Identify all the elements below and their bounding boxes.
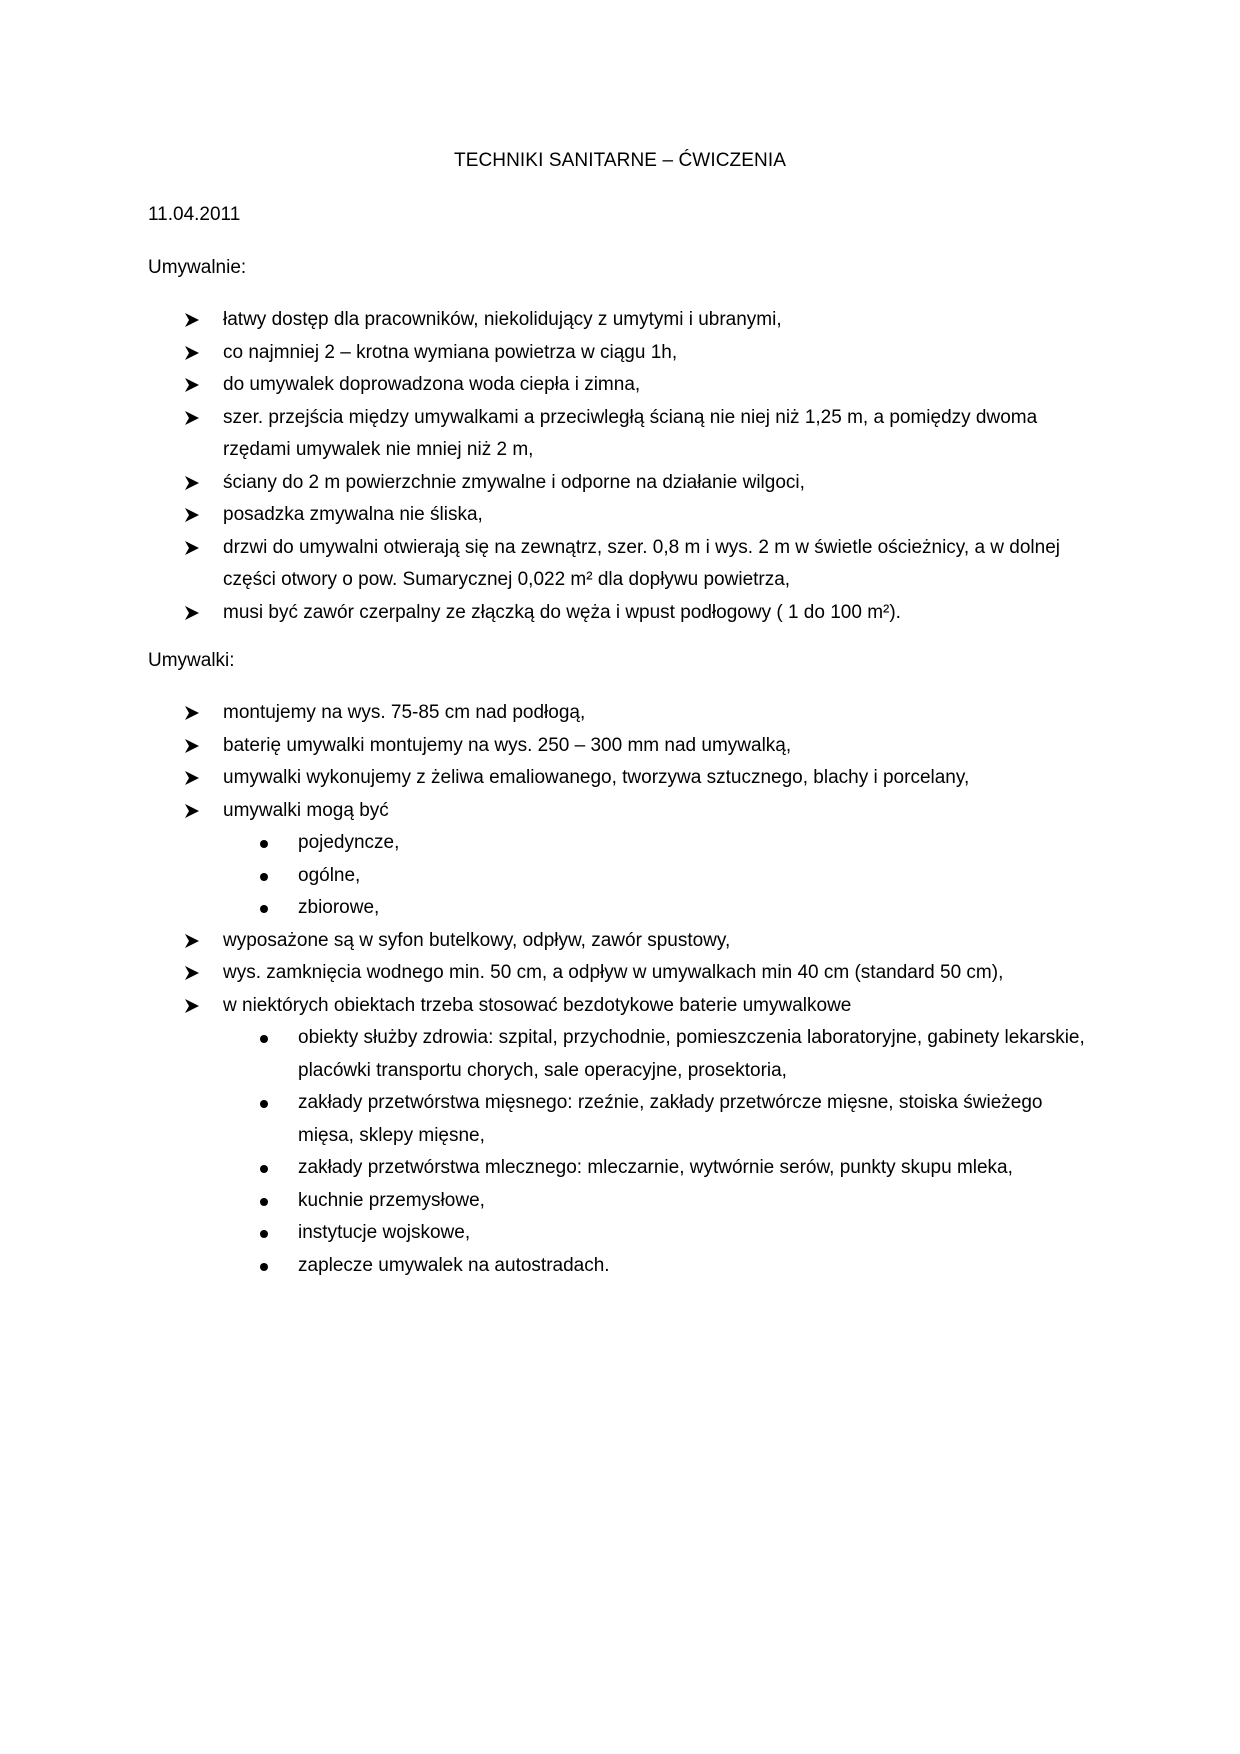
arrowhead-bullet-icon	[184, 697, 204, 729]
sub-list-item	[148, 1152, 1098, 1185]
sub-list-item	[148, 1022, 1098, 1087]
list-item	[148, 730, 1098, 763]
list-item-text: wyposażone są w syfon butelkowy, odpływ, zawór spustowy,	[223, 929, 731, 951]
list-item	[148, 597, 1098, 630]
arrowhead-bullet-icon	[184, 925, 204, 957]
sub-list-item-text: instytucje wojskowe,	[298, 1222, 471, 1243]
document-date: 11.04.2011	[148, 204, 241, 225]
list-item	[148, 304, 1098, 337]
sub-bullet-list	[223, 1022, 1098, 1282]
arrowhead-bullet-icon	[184, 730, 204, 762]
list-item	[148, 795, 1098, 925]
round-bullet-icon	[260, 1198, 268, 1206]
arrowhead-bullet-icon	[184, 304, 204, 336]
sub-list-item	[148, 1087, 1098, 1152]
list-item-text: wys. zamknięcia wodnego min. 50 cm, a odpływ w umywalkach min 40 cm (standard 50 cm),	[223, 962, 1004, 983]
list-item	[148, 925, 1098, 958]
list-item	[148, 337, 1098, 370]
list-item-text: musi być zawór czerpalny ze złączką do węża i wpust podłogowy ( 1 do 100 m²).	[223, 601, 901, 623]
list-item-text: drzwi do umywalni otwierają się na zewnątrz, szer. 0,8 m i wys. 2 m w świetle ościeżnicy, a w dolnej części otwory o pow. Sumarycznej 0,022 m² dla dopływu powietrza,	[223, 536, 1061, 590]
arrowhead-bullet-icon	[184, 337, 204, 369]
list-item-text: posadzka zmywalna nie śliska,	[223, 504, 483, 525]
list-item-text: co najmniej 2 – krotna wymiana powietrza w ciągu 1h,	[223, 341, 678, 363]
list-item	[148, 369, 1098, 402]
section-heading-umywalki: Umywalki:	[148, 650, 235, 671]
list-item	[148, 990, 1098, 1283]
list-item-text: umywalki mogą być	[223, 799, 389, 821]
list-item-text: umywalki wykonujemy z żeliwa emaliowanego, tworzywa sztucznego, blachy i porcelany,	[223, 767, 970, 788]
arrowhead-bullet-icon	[184, 762, 204, 794]
arrowhead-bullet-icon	[184, 957, 204, 989]
list-item	[148, 402, 1098, 467]
sub-list-item-text: obiekty służby zdrowia: szpital, przychodnie, pomieszczenia laboratoryjne, gabinety lekarskie, placówki transportu chorych, sale operacyjne, prosektoria,	[298, 1027, 1085, 1081]
sub-list-item	[148, 1250, 1098, 1283]
list-item-text: łatwy dostęp dla pracowników, niekolidujący z umytymi i ubranymi,	[223, 309, 782, 330]
list-item	[148, 467, 1098, 500]
arrowhead-bullet-icon	[184, 402, 204, 434]
sub-list-item	[148, 1217, 1098, 1250]
list-item-text: szer. przejścia między umywalkami a przeciwległą ścianą nie niej niż 1,25 m, a pomiędzy dwoma rzędami umywalek nie mniej niż 2 m,	[223, 406, 1038, 460]
round-bullet-icon	[260, 1230, 268, 1238]
arrowhead-bullet-icon	[184, 532, 204, 564]
round-bullet-icon	[260, 840, 268, 848]
list-item-text: montujemy na wys. 75-85 cm nad podłogą,	[223, 702, 586, 723]
list-item	[148, 697, 1098, 730]
list-item-text: w niektórych obiektach trzeba stosować bezdotykowe baterie umywalkowe	[223, 994, 852, 1016]
bullet-list-umywalki	[148, 697, 1098, 1282]
sub-list-item	[148, 892, 1098, 925]
round-bullet-icon	[260, 1100, 268, 1108]
sub-list-item-text: zakłady przetwórstwa mięsnego: rzeźnie, zakłady przetwórcze mięsne, stoiska świeżego mięsa, sklepy mięsne,	[298, 1092, 1043, 1146]
round-bullet-icon	[260, 1035, 268, 1043]
list-item	[148, 957, 1098, 990]
round-bullet-icon	[260, 1263, 268, 1271]
section-heading-umywalnie: Umywalnie:	[148, 257, 247, 278]
arrowhead-bullet-icon	[184, 990, 204, 1022]
bullet-list-umywalnie	[148, 304, 1098, 629]
sub-bullet-list	[223, 827, 1098, 925]
arrowhead-bullet-icon	[184, 597, 204, 629]
round-bullet-icon	[260, 1165, 268, 1173]
list-item	[148, 499, 1098, 532]
arrowhead-bullet-icon	[184, 369, 204, 401]
sub-list-item	[148, 827, 1098, 860]
arrowhead-bullet-icon	[184, 499, 204, 531]
sub-list-item-text: zakłady przetwórstwa mlecznego: mleczarnie, wytwórnie serów, punkty skupu mleka,	[298, 1157, 1013, 1178]
round-bullet-icon	[260, 905, 268, 913]
sub-list-item-text: zbiorowe,	[298, 897, 380, 918]
arrowhead-bullet-icon	[184, 795, 204, 827]
list-item-text: baterię umywalki montujemy na wys. 250 – 300 mm nad umywalką,	[223, 734, 792, 756]
sub-list-item-text: ogólne,	[298, 864, 361, 886]
arrowhead-bullet-icon	[184, 467, 204, 499]
list-item	[148, 532, 1098, 597]
round-bullet-icon	[260, 873, 268, 881]
sub-list-item-text: kuchnie przemysłowe,	[298, 1189, 485, 1211]
page-title: TECHNIKI SANITARNE – ĆWICZENIA	[453, 150, 786, 171]
list-item-text: do umywalek doprowadzona woda ciepła i zimna,	[223, 374, 641, 395]
list-item	[148, 762, 1098, 795]
list-item-text: ściany do 2 m powierzchnie zmywalne i odporne na działanie wilgoci,	[223, 471, 805, 493]
sub-list-item-text: pojedyncze,	[298, 832, 400, 853]
sub-list-item	[148, 860, 1098, 893]
sub-list-item	[148, 1185, 1098, 1218]
sub-list-item-text: zaplecze umywalek na autostradach.	[298, 1254, 610, 1276]
